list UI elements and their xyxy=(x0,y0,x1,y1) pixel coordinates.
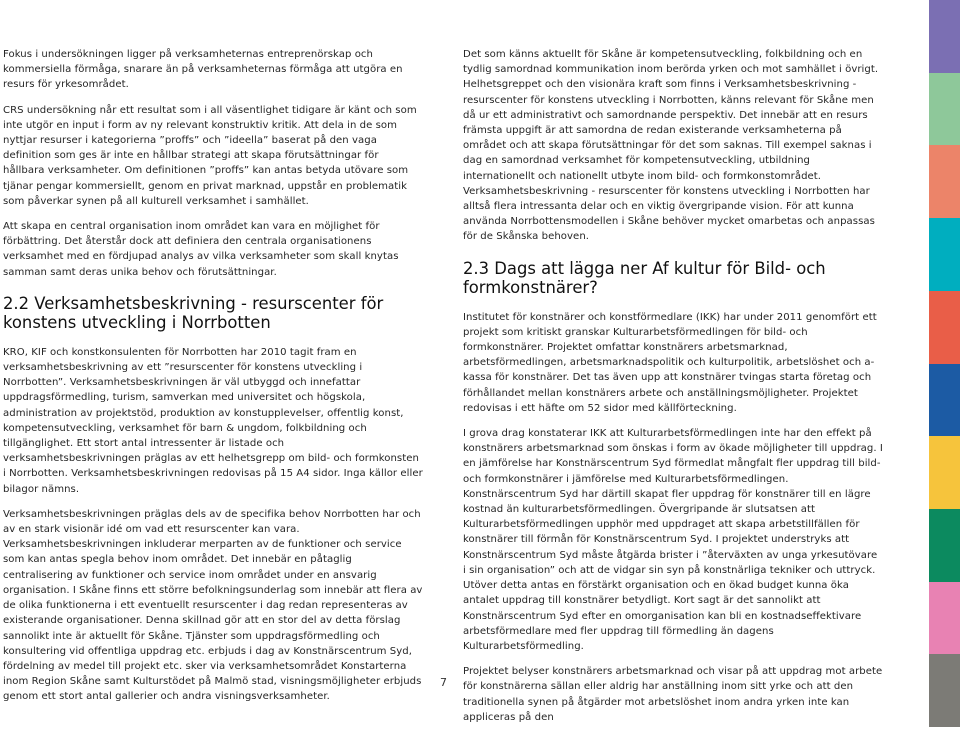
paragraph: I grova drag konstaterar IKK att Kulturarbetsförmedlingen inte har den effekt på konstnärers arbetsmarknad som önskas i form av ökade möjligheter till uppdrag. I en jämförelse har Konstnärscentrum Syd förmedlat mångfalt fler uppdrag till bild- och formkonstnärer i jämförelse med Kulturarbetsförmedlingen. Konstnärscentrum Syd har därtill skapat fler uppdrag för konstnärer till en lägre kostnad än kulturarbetsförmedlingen. Övergripande är slutsatsen att Kulturarbetsförmedlingen upphör med uppdraget att skapa arbetstillfällen för konstnärer till förmån för Konstnärscentrum Syd. I projektet understryks att Konstnärscentrum Syd måste åtgärda brister i ”återväxten av unga yrkesutövare i sin organisation” och att de vidgar sin syn på konstnärliga tekniker och uttryck. Utöver detta antas en förstärkt organisation och en ökad budget kunna öka antalet uppdrag till konstnärer betydligt. Kort sagt är det sannolikt att Konstnärscentrum Syd efter en omorganisation kan bli en kostnadseffektivare arbetsförmedlare med fler uppdrag till förmedling än dagens Kulturarbetsförmedling. xyxy=(463,428,883,652)
section-heading: 2.3 Dags att lägga ner Af kultur för Bild- och formkonstnärer? xyxy=(463,258,826,298)
paragraph: Att skapa en central organisation inom området kan vara en möjlighet för förbättring. Det återstår dock att definiera den centrala organisationens verksamhet med en fördjupad analys av vilka verksamheter som skall knytas samman samt deras unika behov och förutsättningar. xyxy=(3,221,399,278)
paragraph: KRO, KIF och konstkonsulenten för Norrbotten har 2010 tagit fram en verksamhetsbeskrivning av ett ”resurscenter för konstens utveckling i Norrbotten”. Verksamhetsbeskrivningen är väl utbyggd och innefattar uppdragsförmedling, turism, samverkan med universitet och högskola, administration av projektstöd, produktion av konstupplevelser, offentlig konst, kompetensutveckling, verksamhet för barn & ungdom, folkbildning och tillgänglighet. Ett stort antal intressenter är listade och verksamhetsbeskrivningen präglas av ett helhetsgrepp om bild- och formkonsten i Norrbotten. Verksamhetsbeskrivningen redovisas på 15 A4 sidor. Inga källor eller bilagor nämns. xyxy=(3,346,423,495)
color-block xyxy=(929,654,960,727)
color-strip xyxy=(929,0,960,727)
page-number: 7 xyxy=(440,676,447,689)
color-block xyxy=(929,582,960,655)
color-block xyxy=(929,0,960,73)
color-block xyxy=(929,145,960,218)
color-block xyxy=(929,291,960,364)
color-block xyxy=(929,218,960,291)
color-block xyxy=(929,73,960,146)
paragraph: Fokus i undersökningen ligger på verksamheternas entreprenörskap och kommersiella förmåga, snarare än på verksamheternas förmåga att utgöra en resurs för yrkesområdet. xyxy=(3,49,403,91)
right-column xyxy=(463,47,883,735)
paragraph: CRS undersökning når ett resultat som i all väsentlighet tidigare är känt och som inte utgör en input i form av ny relevant konstruktiv kritik. Att dela in de som nyttjar resurser i kategorierna ”proffs” och ”ideella” baserat på den vaga definition som ges är inte en hållbar strategi att skapa förutsättningar för hållbara verksamheter. Om definitionen ”proffs” kan antas betyda utövare som tjänar pengar kommersiellt, genom en privat marknad, uppstår en problematik som påverkar synen på all kulturell verksamhet i samhället. xyxy=(3,104,417,207)
section-heading: 2.2 Verksamhetsbeskrivning - resurscenter för konstens utveckling i Norrbotten xyxy=(3,293,384,333)
paragraph: Verksamhetsbeskrivningen präglas dels av de specifika behov Norrbotten har och av en stark visionär idé om vad ett resurscenter kan vara. Verksamhetsbeskrivningen inkluderar merparten av de funktioner och service som kan antas spegla behov inom området. Det innebär en påtaglig centralisering av funktioner och service inom området under en ansvarig organisation. I Skåne finns ett större befolkningsunderlag som innebär att flera av de olika funktionerna i ett eventuellt resurscenter i dag redan representeras av existerande organisationer. Denna skillnad gör att en stor del av detta förslag sannolikt inte är aktuellt för Skåne. Tjänster som uppdragsförmedling och konsultering vid offentliga uppdrag etc. erbjuds i dag av Konstnärscentrum Syd, fördelning av medel till projekt etc. sker via verksamhetsområdet Konstarterna inom Region Skåne samt Kulturstödet på Malmö stad, visningsmöjligheter erbjuds genom ett stort antal gallerier och andra visningsverksamheter. xyxy=(3,508,423,703)
color-block xyxy=(929,364,960,437)
left-column xyxy=(3,47,423,715)
paragraph: Projektet belyser konstnärers arbetsmarknad och visar på att uppdrag mot arbete för konstnärerna sällan eller aldrig har anställning inom sitt yrke och att den traditionella synen på åtgärder mot arbetslöshet inom andra yrken inte kan appliceras på den xyxy=(463,666,883,723)
paragraph: Institutet för konstnärer och konstförmedlare (IKK) har under 2011 genomfört ett projekt som kritiskt granskar Kulturarbetsförmedlingen för bild- och formkonstnärer. Projektet omfattar konstnärers arbetsmarknad, arbetsförmedlingen, arbetsmarknadspolitik och kulturpolitik, arbetslöshet och a-kassa för konstnärer. Det tas även upp att konstnärer tvingas starta företag och förhållandet mellan konstnärers arbete och anställningsmöjligheter. Projektet redovisas i ett häfte om 52 sidor med källförteckning. xyxy=(463,311,877,414)
color-block xyxy=(929,509,960,582)
paragraph: Det som känns aktuellt för Skåne är kompetensutveckling, folkbildning och en tydlig samordnad kommunikation inom berörda yrken och mot samhället i övrigt. Helhetsgreppet och den visionära kraft som finns i Verksamhetsbeskrivning -resurscenter för konstens utveckling i Norrbotten, känns relevant för Skåne men då ur ett administrativt och samordnande perspektiv. Det innebär att en resurs främsta uppgift är att samordna de redan existerande verksamheterna på området och att skapa förutsättningar för det som saknas. Till exempel saknas i dag en samordnad verksamhet för kompetensutveckling, utbildning internationellt och nationellt utbyte inom bild- och formkonstområdet. Verksamhetsbeskrivning - resurscenter för konstens utveckling i Norrbotten har alltså flera intressanta delar och en viktig övergripande vision. För att kunna använda Norrbottensmodellen i Skåne behöver mycket omarbetas och anpassas för de Skånska behoven. xyxy=(463,49,879,243)
color-block xyxy=(929,436,960,509)
